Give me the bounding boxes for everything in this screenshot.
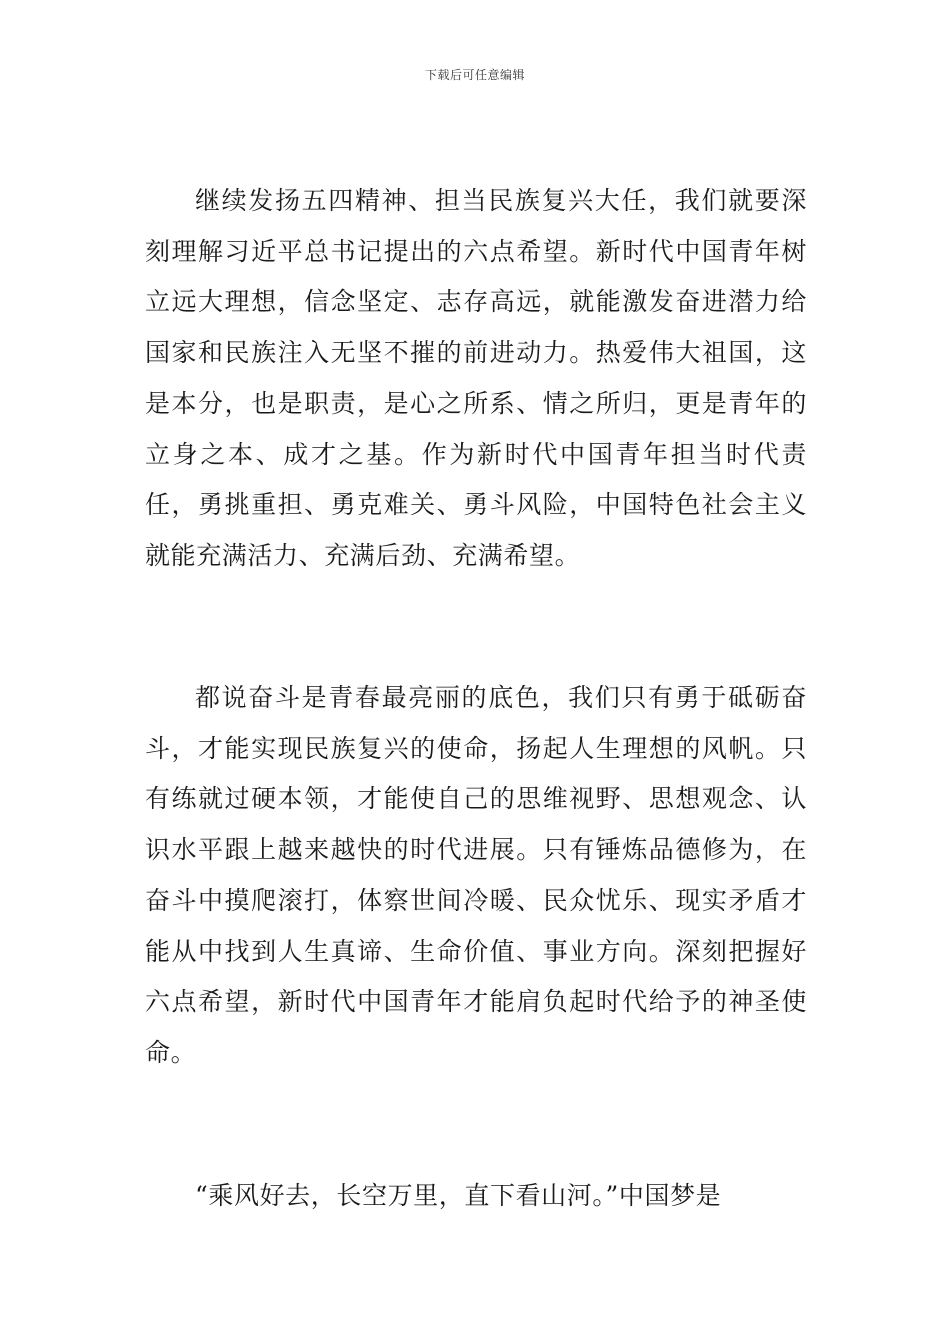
paragraph-3 [145,1171,807,1222]
paragraph-1 [145,176,807,582]
page-header: 下载后可任意编辑 [424,68,525,82]
paragraph-2 [145,673,807,1079]
paragraph-text: 都说奋斗是青春最亮丽的底色，我们只有勇于砥砺奋斗，才能实现民族复兴的使命，扬起人生理想的风帆。只有练就过硬本领，才能使自己的思维视野、思想观念、认识水平跟上越来越快的时代进展。只有锤炼品德修为，在奋斗中摸爬滚打，体察世间冷暖、民众忧乐、现实矛盾才能从中找到人生真谛、生命价值、事业方向。深刻把握好六点希望，新时代中国青年才能肩负起时代给予的神圣使命。 [145,683,807,1067]
paragraph-text: 继续发扬五四精神、担当民族复兴大任，我们就要深刻理解习近平总书记提出的六点希望。新时代中国青年树立远大理想，信念坚定、志存高远，就能激发奋进潜力给国家和民族注入无坚不摧的前进动力。热爱伟大祖国，这是本分，也是职责，是心之所系、情之所归，更是青年的立身之本、成才之基。作为新时代中国青年担当时代责任，勇挑重担、勇克难关、勇斗风险，中国特色社会主义就能充满活力、充满后劲、充满希望。 [145,186,807,570]
paragraph-text: “乘风好去，长空万里，直下看山河。”中国梦是 [195,1181,722,1210]
